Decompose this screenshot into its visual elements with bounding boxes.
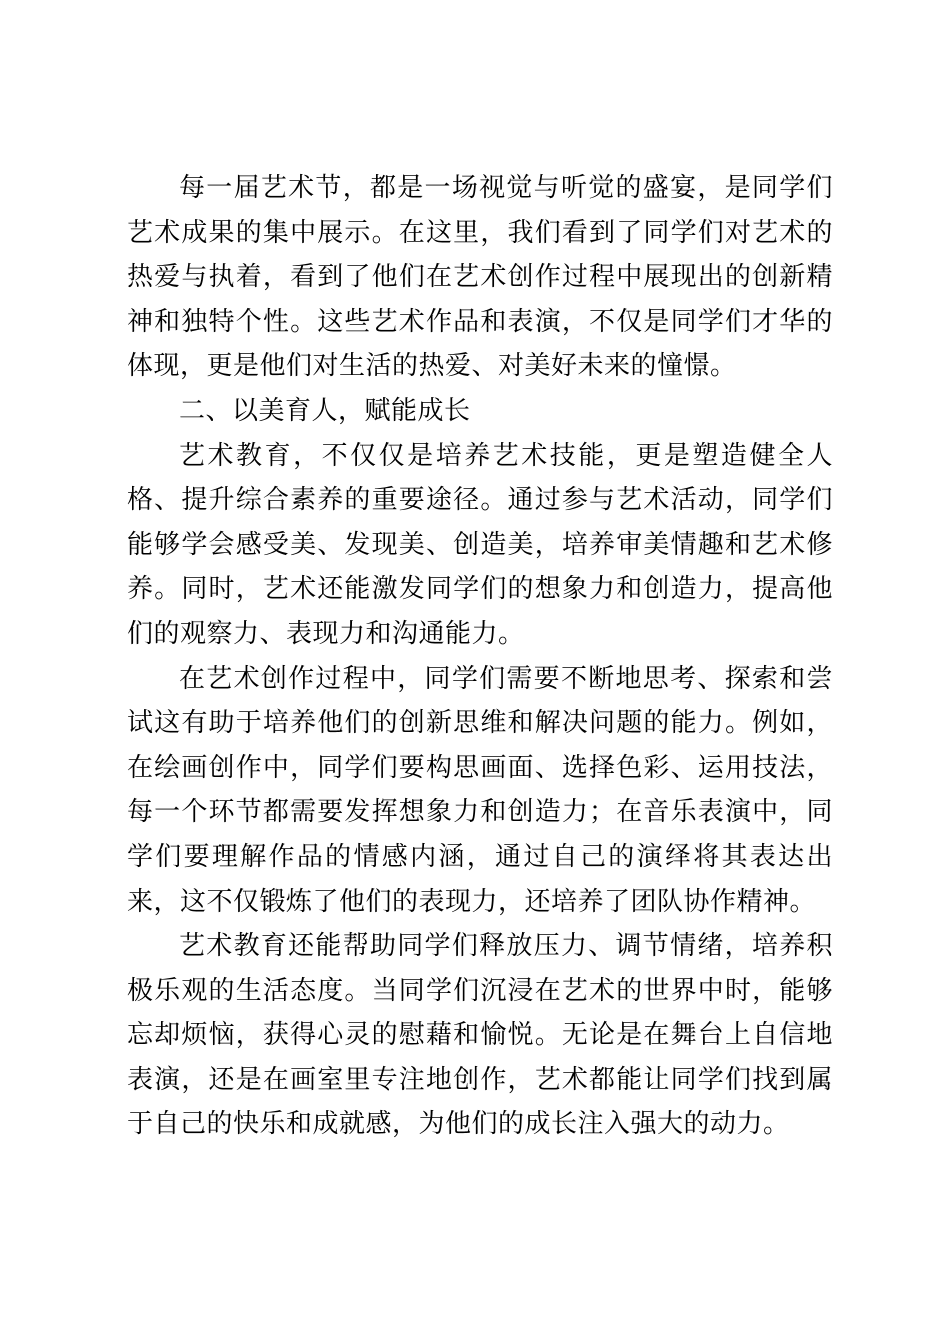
paragraph-art-education: 艺术教育，不仅仅是培养艺术技能，更是塑造健全人格、提升综合素养的重要途径。通过参与艺术活动，同学们能够学会感受美、发现美、创造美，培养审美情趣和艺术修养。同时，艺术还能激发同学们的想象力和创造力，提高他们的观察力、表现力和沟通能力。 <box>127 440 833 649</box>
section-heading: 二、以美育人，赋能成长 <box>179 395 471 426</box>
paragraph-creative-process: 在艺术创作过程中，同学们需要不断地思考、探索和尝试这有助于培养他们的创新思维和解决问题的能力。例如，在绘画创作中，同学们要构思画面、选择色彩、运用技法，每一个环节都需要发挥想象力和创造力；在音乐表演中，同学们要理解作品的情感内涵，通过自己的演绎将其表达出来，这不仅锻炼了他们的表现力，还培养了团队协作精神。 <box>127 663 833 917</box>
paragraph-art-festival: 每一届艺术节，都是一场视觉与听觉的盛宴，是同学们艺术成果的集中展示。在这里，我们看到了同学们对艺术的热爱与执着，看到了他们在艺术创作过程中展现出的创新精神和独特个性。这些艺术作品和表演，不仅是同学们才华的体现，更是他们对生活的热爱、对美好未来的憧憬。 <box>127 173 833 382</box>
paragraph-emotional-benefits: 艺术教育还能帮助同学们释放压力、调节情绪，培养积极乐观的生活态度。当同学们沉浸在艺术的世界中时，能够忘却烦恼，获得心灵的慰藉和愉悦。无论是在舞台上自信地表演，还是在画室里专注地创作，艺术都能让同学们找到属于自己的快乐和成就感，为他们的成长注入强大的动力。 <box>127 931 833 1140</box>
document-body <box>127 166 833 1147</box>
